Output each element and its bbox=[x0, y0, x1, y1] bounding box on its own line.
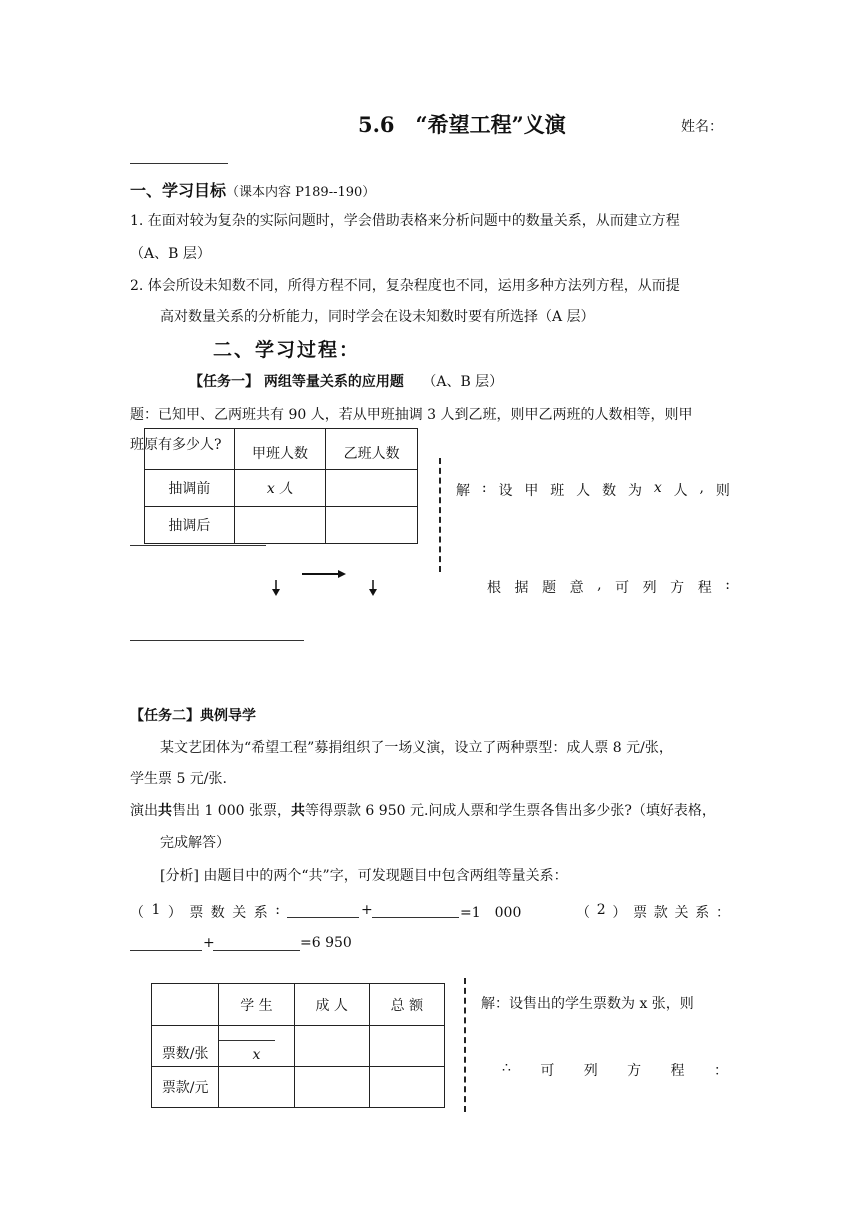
task1-table-cell[interactable] bbox=[326, 470, 418, 507]
task1-table-cell: 抽调前 bbox=[145, 470, 235, 507]
task2-para2-line2: 完成解答） bbox=[160, 835, 230, 851]
name-blank bbox=[130, 163, 228, 164]
relation1-plus: + bbox=[361, 902, 373, 918]
goal2-line2: 高对数量关系的分析能力，同时学会在设未知数时要有所选择（A 层） bbox=[160, 309, 595, 325]
task1-problem-line2: 班原有多少人? bbox=[130, 437, 222, 453]
task2-para1-line2: 学生票 5 元/张. bbox=[130, 771, 227, 787]
relation2-plus: + bbox=[203, 935, 215, 951]
task2-divider bbox=[464, 978, 466, 1112]
relation2-label: （ 2 ） 票 款 关 系 ： bbox=[576, 902, 730, 921]
goal2-line1: 2. 体会所设未知数不同，所得方程不同，复杂程度也不同，运用多种方法列方程，从而提 bbox=[130, 278, 680, 294]
relation1-total: =1 000 bbox=[460, 905, 522, 921]
task1-blank-under-table bbox=[130, 545, 266, 546]
task2-table-corner bbox=[152, 984, 219, 1026]
task2-table-cell[interactable]: x bbox=[219, 1026, 294, 1067]
task2-table-cell[interactable] bbox=[369, 1067, 444, 1108]
relation1-label: （ 1 ） 票 数 关 系 : bbox=[130, 902, 280, 921]
task1-table-header: 乙班人数 bbox=[326, 429, 418, 470]
task2-analysis: [分析] 由题目中的两个“共”字，可发现题目中包含两组等量关系： bbox=[160, 868, 568, 884]
relation1-blank[interactable] bbox=[287, 917, 359, 918]
name-label: 姓名： bbox=[681, 119, 723, 135]
task1-equation-row: 根 据 题 意 , 可 列 方 程 : bbox=[487, 577, 730, 596]
task1-table-header: 甲班人数 bbox=[234, 429, 326, 470]
task2-table-underline bbox=[219, 1040, 275, 1041]
task2-para2-line1: 演出共售出 1 000 张票，共等得票款 6 950 元.问成人票和学生票各售出多少张?（填好表格， bbox=[130, 803, 716, 819]
task1-heading: 【任务一】 两组等量关系的应用题 bbox=[189, 374, 404, 390]
task1-table-cell[interactable]: x 人 bbox=[234, 470, 326, 507]
task1-level: （A、B 层） bbox=[422, 374, 504, 390]
task2-table-header: 成 人 bbox=[294, 984, 369, 1026]
task2-para1-line1: 某文艺团体为“希望工程”募捐组织了一场义演，设立了两种票型：成人票 8 元/张， bbox=[160, 740, 673, 756]
task1-divider bbox=[439, 458, 441, 572]
task1-problem-line1: 题：已知甲、乙两班共有 90 人，若从甲班抽调 3 人到乙班，则甲乙两班的人数相等，则甲 bbox=[130, 407, 693, 423]
section2-heading: 二、学习过程： bbox=[213, 339, 361, 361]
task2-table-cell[interactable] bbox=[294, 1067, 369, 1108]
task2-table-cell: 票数/张 bbox=[152, 1026, 219, 1067]
task1-table-corner bbox=[145, 429, 235, 470]
task2-table-header: 学 生 bbox=[219, 984, 294, 1026]
arrow-down-icon bbox=[271, 580, 281, 596]
task1-table-cell[interactable] bbox=[326, 507, 418, 544]
relation2-blank[interactable] bbox=[130, 950, 202, 951]
task1-table-cell: 抽调后 bbox=[145, 507, 235, 544]
task2-table-cell[interactable] bbox=[294, 1026, 369, 1067]
task1-table bbox=[144, 428, 418, 544]
page-title: 5.6 “希望工程”义演 bbox=[358, 112, 566, 137]
task2-solution: 解：设售出的学生票数为 x 张，则 bbox=[481, 996, 694, 1012]
task2-table-header: 总 额 bbox=[369, 984, 444, 1026]
section1-heading: 一、学习目标（课本内容 P189--190） bbox=[130, 181, 376, 200]
goal1-line2: （A、B 层） bbox=[130, 246, 211, 262]
task2-equation-row: ∴ 可 列 方 程 ： bbox=[502, 1060, 728, 1079]
task2-table-cell: 票款/元 bbox=[152, 1067, 219, 1108]
arrow-right-icon bbox=[302, 568, 346, 580]
task2-table-cell[interactable] bbox=[219, 1067, 294, 1108]
task1-table-cell[interactable] bbox=[234, 507, 326, 544]
arrow-down-icon bbox=[368, 580, 378, 596]
task2-table-cell[interactable] bbox=[369, 1026, 444, 1067]
relation1-blank[interactable] bbox=[372, 917, 459, 918]
task1-heading-row bbox=[189, 371, 503, 391]
goal1-line1: 1. 在面对较为复杂的实际问题时，学会借助表格来分析问题中的数量关系，从而建立方程 bbox=[130, 213, 680, 229]
task1-solution-row: 解 : 设 甲 班 人 数 为 x 人 , 则 bbox=[456, 480, 730, 499]
task1-equation-blank[interactable] bbox=[130, 640, 304, 641]
relation2-total: =6 950 bbox=[300, 935, 352, 951]
task2-heading: 【任务二】典例导学 bbox=[130, 708, 256, 724]
task2-table bbox=[151, 983, 445, 1108]
relation2-blank[interactable] bbox=[213, 950, 300, 951]
